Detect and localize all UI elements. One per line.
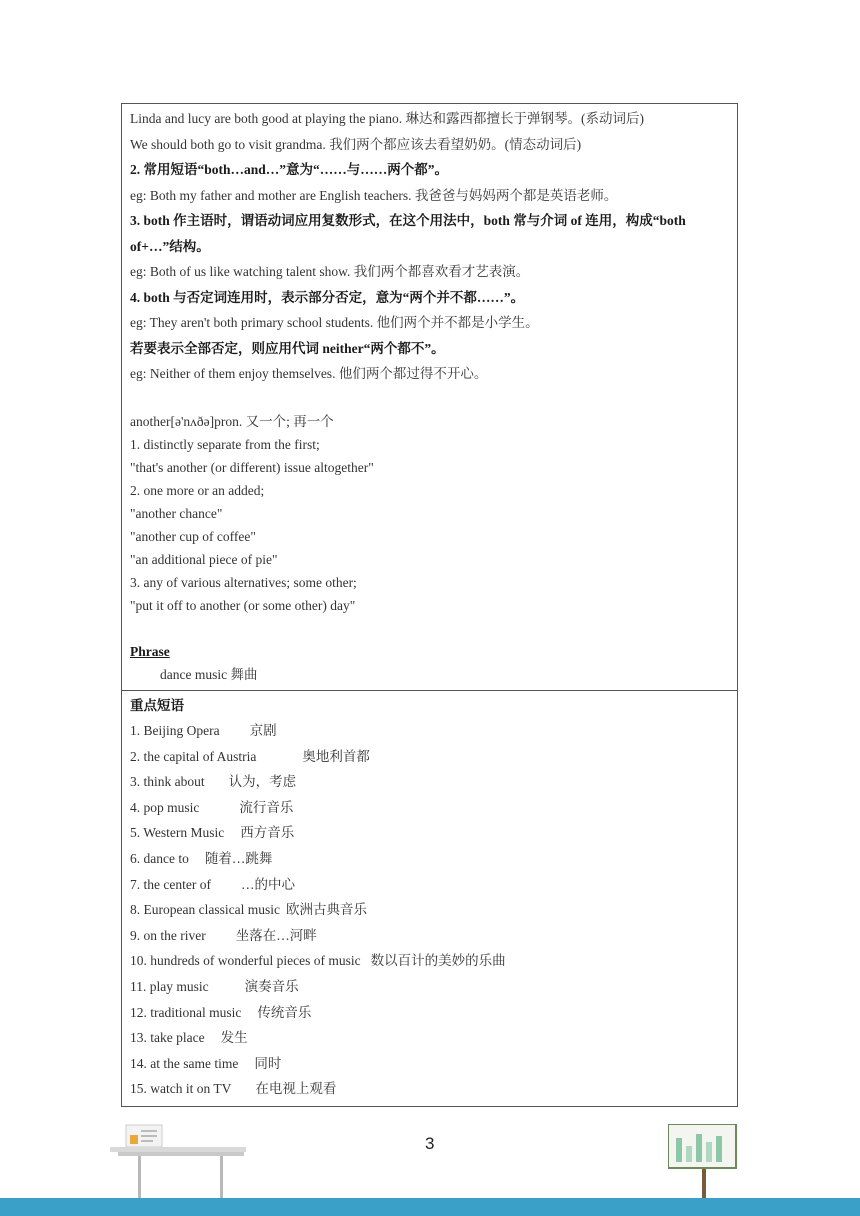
key-phrase-item [130,769,729,795]
key-phrases-heading: 重点短语 [130,697,184,713]
usage-line: Linda and lucy are both good at playing the piano. 琳达和露西都擅长于弹钢琴。(系动词后) [130,111,645,126]
key-phrase-chinese: …的中心 [240,876,295,892]
key-phrase-item [130,923,729,949]
key-phrase-english: 15. watch it on TV [130,1081,232,1097]
key-phrase-english: 13. take place [130,1030,205,1046]
key-phrase-item [130,846,729,872]
key-phrase-chinese: 同时 [254,1055,282,1071]
phrase-heading: Phrase [130,643,170,659]
key-phrase-item [130,795,729,821]
key-phrase-chinese: 发生 [220,1030,248,1046]
definition-lines [130,410,729,617]
usage-line: 4. both 与否定词连用时，表示部分否定，意为“两个并不都……”。 [130,289,525,305]
key-phrase-english: 9. on the river [130,927,206,943]
usage-line: eg: Neither of them enjoy themselves. 他们两个都过得不开心。 [130,366,488,381]
definition-line: another[ə'nʌðə]pron. 又一个; 再一个 [130,413,334,429]
usage-cell [122,104,737,690]
notes-table [121,103,738,1107]
key-phrase-english: 2. the capital of Austria [130,748,257,764]
key-phrase-item [130,1000,729,1026]
key-phrase-chinese: 流行音乐 [239,799,294,815]
key-phrase-english: 3. think about [130,774,205,790]
key-phrase-item [130,718,729,744]
key-phrase-english: 10. hundreds of wonderful pieces of music [130,953,361,969]
definition-line: "that's another (or different) issue altogether" [130,459,374,475]
key-phrases-cell [122,690,737,1107]
key-phrase-chinese: 演奏音乐 [244,979,299,995]
definition-line: "another cup of coffee" [130,528,256,544]
usage-line: 若要表示全部否定，则应用代词 neither“两个都不”。 [130,340,445,356]
key-phrase-chinese: 认为，考虑 [228,774,297,790]
page-number: 3 [425,1134,435,1153]
definition-line: "put it off to another (or some other) day" [130,597,356,613]
key-phrase-chinese: 坐落在…河畔 [235,927,317,943]
key-phrase-english: 14. at the same time [130,1055,239,1071]
usage-line: eg: Both my father and mother are English teachers. 我爸爸与妈妈两个都是英语老师。 [130,187,618,203]
key-phrase-chinese: 数以百计的美妙的乐曲 [370,953,506,969]
key-phrase-english: 8. European classical music [130,902,280,918]
phrase-item: dance music 舞曲 [160,666,258,682]
usage-line: eg: They aren't both primary school students. 他们两个并不都是小学生。 [130,315,539,330]
key-phrases-list [130,718,729,1102]
usage-line: We should both go to visit grandma. 我们两个都应该去看望奶奶。(情态动词后) [130,136,582,152]
definition-line: 3. any of various alternatives; some other; [130,574,357,590]
key-phrase-english: 6. dance to [130,851,189,867]
key-phrase-item [130,1051,729,1077]
key-phrase-chinese: 欧洲古典音乐 [285,902,367,918]
key-phrase-item [130,948,729,974]
usage-line: 2. 常用短语“both…and…”意为“……与……两个都”。 [130,162,449,177]
usage-line: 3. both 作主语时，谓语动词应用复数形式，在这个用法中，both 常与介词 of 连用，构成“both of+…”结构。 [130,213,686,254]
definition-line: "another chance" [130,505,223,521]
key-phrase-english: 7. the center of [130,876,211,892]
key-phrase-chinese: 京剧 [249,723,277,739]
key-phrase-item [130,872,729,898]
key-phrase-english: 12. traditional music [130,1004,242,1020]
key-phrase-item [130,744,729,770]
key-phrase-chinese: 在电视上观看 [255,1081,337,1097]
footer-bar [0,1198,860,1216]
key-phrase-item [130,1025,729,1051]
key-phrase-chinese: 西方音乐 [240,825,295,841]
definition-line: "an additional piece of pie" [130,551,278,567]
key-phrase-item [130,1076,729,1102]
desk-illustration [110,1122,250,1198]
usage-lines [130,106,729,387]
definition-line: 2. one more or an added; [130,482,265,498]
key-phrase-chinese: 奥地利首都 [302,748,370,764]
key-phrase-item [130,897,729,923]
usage-line: eg: Both of us like watching talent show. 我们两个都喜欢看才艺表演。 [130,264,530,279]
key-phrase-english: 1. Beijing Opera [130,723,220,739]
key-phrase-item [130,974,729,1000]
definition-line: 1. distinctly separate from the first; [130,436,320,452]
key-phrase-english: 11. play music [130,979,209,995]
key-phrase-chinese: 传统音乐 [257,1004,312,1020]
key-phrase-item [130,820,729,846]
key-phrase-english: 5. Western Music [130,825,225,841]
key-phrase-chinese: 随着…跳舞 [204,851,273,867]
key-phrase-english: 4. pop music [130,799,200,815]
